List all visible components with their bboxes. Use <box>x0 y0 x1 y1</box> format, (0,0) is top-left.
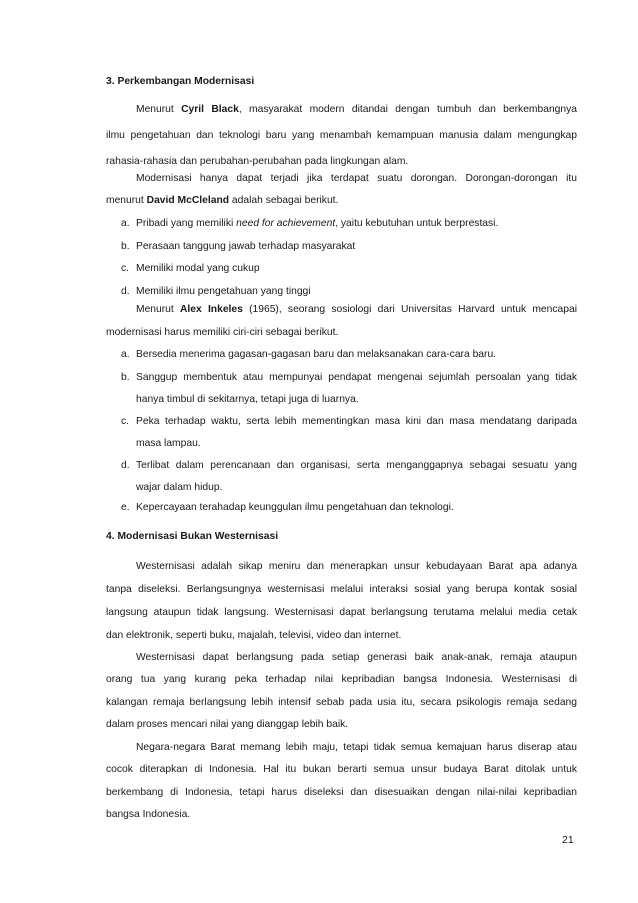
paragraph-line: Negara-negara Barat memang lebih maju, tetapi tidak semua kemajuan harus diserap atau <box>136 742 577 753</box>
paragraph-line: bangsa Indonesia. <box>106 809 191 820</box>
paragraph-line: dalam proses mencari nilai yang dianggap lebih baik. <box>106 719 349 730</box>
list-item: b. Sanggup membentuk atau mempunyai pendapat mengenai sejumlah persoalan yang tidak <box>121 372 577 383</box>
paragraph-line: cocok diterapkan di Indonesia. Hal itu bukan berarti semua unsur budaya Barat ditolak untuk <box>106 764 577 775</box>
paragraph-line: Menurut Alex Inkeles (1965), seorang sosiologi dari Universitas Harvard untuk mencapai <box>136 304 577 315</box>
paragraph-line: Westernisasi adalah sikap meniru dan menerapkan unsur kebudayaan Barat apa adanya <box>136 561 577 572</box>
paragraph-line: Modernisasi hanya dapat terjadi jika terdapat suatu dorongan. Dorongan-dorongan itu <box>136 173 577 184</box>
paragraph-line: ilmu pengetahuan dan teknologi baru yang menambah kemampuan manusia dalam mengungkap <box>106 130 577 141</box>
paragraph-line: langsung ataupun tidak langsung. Westernisasi dapat berlangsung terutama melalui media cetak <box>106 607 577 618</box>
paragraph-line: kalangan remaja berlangsung lebih intensif sebab pada usia itu, secara psikologis remaja sedang <box>106 697 577 708</box>
list-item-continuation: hanya timbul di sekitarnya, tetapi juga di luarnya. <box>136 394 359 405</box>
paragraph-line: berkembang di Indonesia, tetapi harus diseleksi dan disesuaikan dengan nilai-nilai kepribadian <box>106 787 577 798</box>
paragraph-line: modernisasi harus memiliki ciri-ciri sebagai berikut. <box>106 327 339 338</box>
section-3-heading: 3. Perkembangan Modernisasi <box>106 76 255 87</box>
list-item-continuation: wajar dalam hidup. <box>136 482 223 493</box>
paragraph-line: tanpa diseleksi. Berlangsungnya westernisasi melalui interaksi sosial yang berupa kontak sosial <box>106 584 577 595</box>
list-item-continuation: masa lampau. <box>136 438 201 449</box>
list-item: a. Pribadi yang memiliki need for achievement, yaitu kebutuhan untuk berprestasi. <box>121 218 499 229</box>
list-item: c. Peka terhadap waktu, serta lebih mementingkan masa kini dan masa mendatang daripada <box>121 416 577 427</box>
section-4-heading: 4. Modernisasi Bukan Westernisasi <box>106 531 279 542</box>
page-number: 21 <box>562 834 574 846</box>
paragraph-line: Westernisasi dapat berlangsung pada setiap generasi baik anak-anak, remaja ataupun <box>136 652 577 663</box>
list-item: d. Terlibat dalam perencanaan dan organisasi, serta menganggapnya sebagai sesuatu yang <box>121 460 577 471</box>
paragraph-line: Menurut Cyril Black, masyarakat modern ditandai dengan tumbuh dan berkembangnya <box>136 104 577 115</box>
list-item: d. Memiliki ilmu pengetahuan yang tinggi <box>121 286 311 297</box>
paragraph-line: dan elektronik, seperti buku, majalah, televisi, video dan internet. <box>106 630 402 641</box>
list-item: a. Bersedia menerima gagasan-gagasan baru dan melaksanakan cara-cara baru. <box>121 349 497 360</box>
paragraph-line: orang tua yang kurang peka terhadap nilai kepribadian bangsa Indonesia. Westernisasi di <box>106 674 577 685</box>
paragraph-line: rahasia-rahasia dan perubahan-perubahan pada lingkungan alam. <box>106 156 409 167</box>
list-item: b. Perasaan tanggung jawab terhadap masyarakat <box>121 241 356 252</box>
list-item: e. Kepercayaan terahadap keunggulan ilmu pengetahuan dan teknologi. <box>121 502 454 513</box>
list-item: c. Memiliki modal yang cukup <box>121 263 260 274</box>
paragraph-line: menurut David McCleland adalah sebagai berikut. <box>106 195 339 206</box>
